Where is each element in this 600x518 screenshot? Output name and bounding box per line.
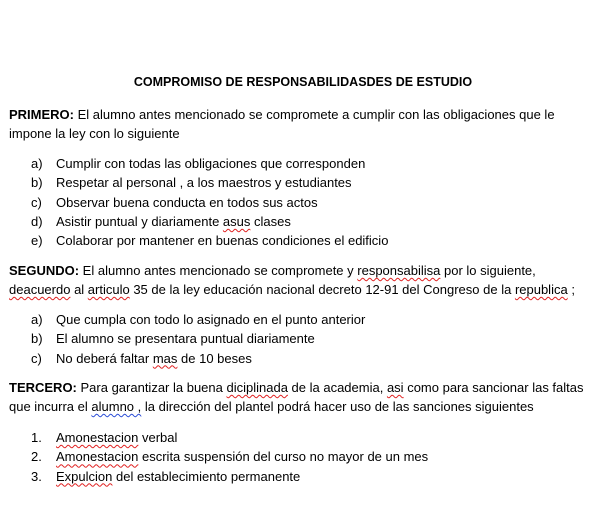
misspelled-word[interactable]: deacuerdo bbox=[9, 282, 71, 297]
requirements-list bbox=[31, 310, 365, 368]
list-marker: 3. bbox=[31, 468, 42, 484]
list-item bbox=[31, 231, 388, 250]
list-item bbox=[31, 193, 388, 212]
document-title: COMPROMISO DE RESPONSABILIDASDES DE ESTUDIO bbox=[133, 75, 473, 89]
list-item-text bbox=[56, 467, 300, 486]
article-label: PRIMERO: bbox=[9, 107, 74, 122]
text-segment: Para garantizar la buena bbox=[76, 380, 227, 395]
list-item-text: Que cumpla con todo lo asignado en el punto anterior bbox=[56, 312, 366, 327]
grammar-flagged-phrase[interactable]: alumno , bbox=[91, 399, 142, 414]
text-segment: al bbox=[70, 282, 88, 297]
text-segment: la dirección del plantel podrá hacer uso de las sanciones siguientes bbox=[141, 399, 534, 414]
list-marker: a) bbox=[31, 156, 43, 171]
list-marker: b) bbox=[31, 175, 43, 191]
list-item-text bbox=[56, 212, 291, 231]
list-item bbox=[31, 212, 388, 231]
text-segment: de 10 beses bbox=[177, 350, 252, 366]
article-segundo bbox=[9, 261, 594, 299]
text-segment: 35 de la ley educación nacional decreto 12-91 del Congreso de la bbox=[129, 282, 515, 297]
text-segment: escrita suspensión del curso no mayor de un mes bbox=[138, 449, 429, 465]
list-item bbox=[31, 154, 388, 173]
misspelled-word[interactable]: diciplinada bbox=[226, 380, 288, 395]
misspelled-word[interactable]: asi bbox=[386, 380, 404, 395]
article-primero bbox=[9, 105, 594, 143]
text-segment: ; bbox=[567, 282, 575, 297]
list-item-text bbox=[56, 447, 428, 466]
misspelled-word[interactable]: Expulcion bbox=[56, 468, 113, 484]
text-segment: de la academia, bbox=[287, 380, 387, 395]
misspelled-word[interactable]: mas bbox=[152, 350, 178, 366]
text-segment: por lo siguiente, bbox=[440, 263, 536, 278]
text-segment: del establecimiento permanente bbox=[112, 468, 301, 484]
misspelled-word[interactable]: responsabilisa bbox=[357, 263, 441, 278]
list-marker: d) bbox=[31, 213, 43, 229]
misspelled-word[interactable]: asus bbox=[222, 213, 251, 229]
list-marker: c) bbox=[31, 194, 42, 210]
text-segment: clases bbox=[250, 213, 291, 229]
misspelled-word[interactable]: Amonestacion bbox=[56, 449, 139, 465]
list-marker: 1. bbox=[31, 430, 42, 445]
text-segment: Asistir puntual y diariamente bbox=[56, 213, 223, 229]
misspelled-word[interactable]: Amonestacion bbox=[56, 430, 139, 445]
list-marker: e) bbox=[31, 233, 43, 249]
list-item bbox=[31, 349, 365, 368]
list-item-text bbox=[56, 428, 177, 447]
list-marker: b) bbox=[31, 331, 43, 347]
list-item-text: Cumplir con todas las obligaciones que corresponden bbox=[56, 156, 366, 171]
article-label: SEGUNDO: bbox=[9, 263, 80, 278]
list-item-text: Respetar al personal , a los maestros y estudiantes bbox=[56, 175, 352, 191]
misspelled-word[interactable]: republica bbox=[514, 282, 568, 297]
text-segment: verbal bbox=[138, 430, 178, 445]
text-segment: No deberá faltar bbox=[56, 350, 153, 366]
article-text: El alumno antes mencionado se compromete a cumplir con las obligaciones que le impone la ley con lo siguiente bbox=[9, 107, 555, 141]
list-marker: a) bbox=[31, 312, 43, 327]
article-label: TERCERO: bbox=[9, 380, 77, 395]
list-item-text: Colaborar por mantener en buenas condiciones el edificio bbox=[56, 233, 389, 249]
list-item bbox=[31, 428, 428, 447]
sanctions-list bbox=[31, 428, 428, 486]
list-item bbox=[31, 447, 428, 466]
text-segment: como para sancionar las faltas que incurra el bbox=[9, 380, 584, 414]
misspelled-word[interactable]: articulo bbox=[87, 282, 130, 297]
obligations-list bbox=[31, 154, 388, 250]
list-marker: 2. bbox=[31, 449, 42, 465]
article-tercero bbox=[9, 378, 594, 416]
list-item-text: Observar buena conducta en todos sus actos bbox=[56, 194, 318, 210]
list-item-text bbox=[56, 349, 252, 368]
list-item bbox=[31, 173, 388, 192]
list-item bbox=[31, 329, 365, 348]
list-item bbox=[31, 310, 365, 329]
list-marker: c) bbox=[31, 350, 42, 366]
list-item bbox=[31, 467, 428, 486]
list-item-text: El alumno se presentara puntual diariamente bbox=[56, 331, 315, 347]
text-segment: El alumno antes mencionado se compromete y bbox=[79, 263, 358, 278]
